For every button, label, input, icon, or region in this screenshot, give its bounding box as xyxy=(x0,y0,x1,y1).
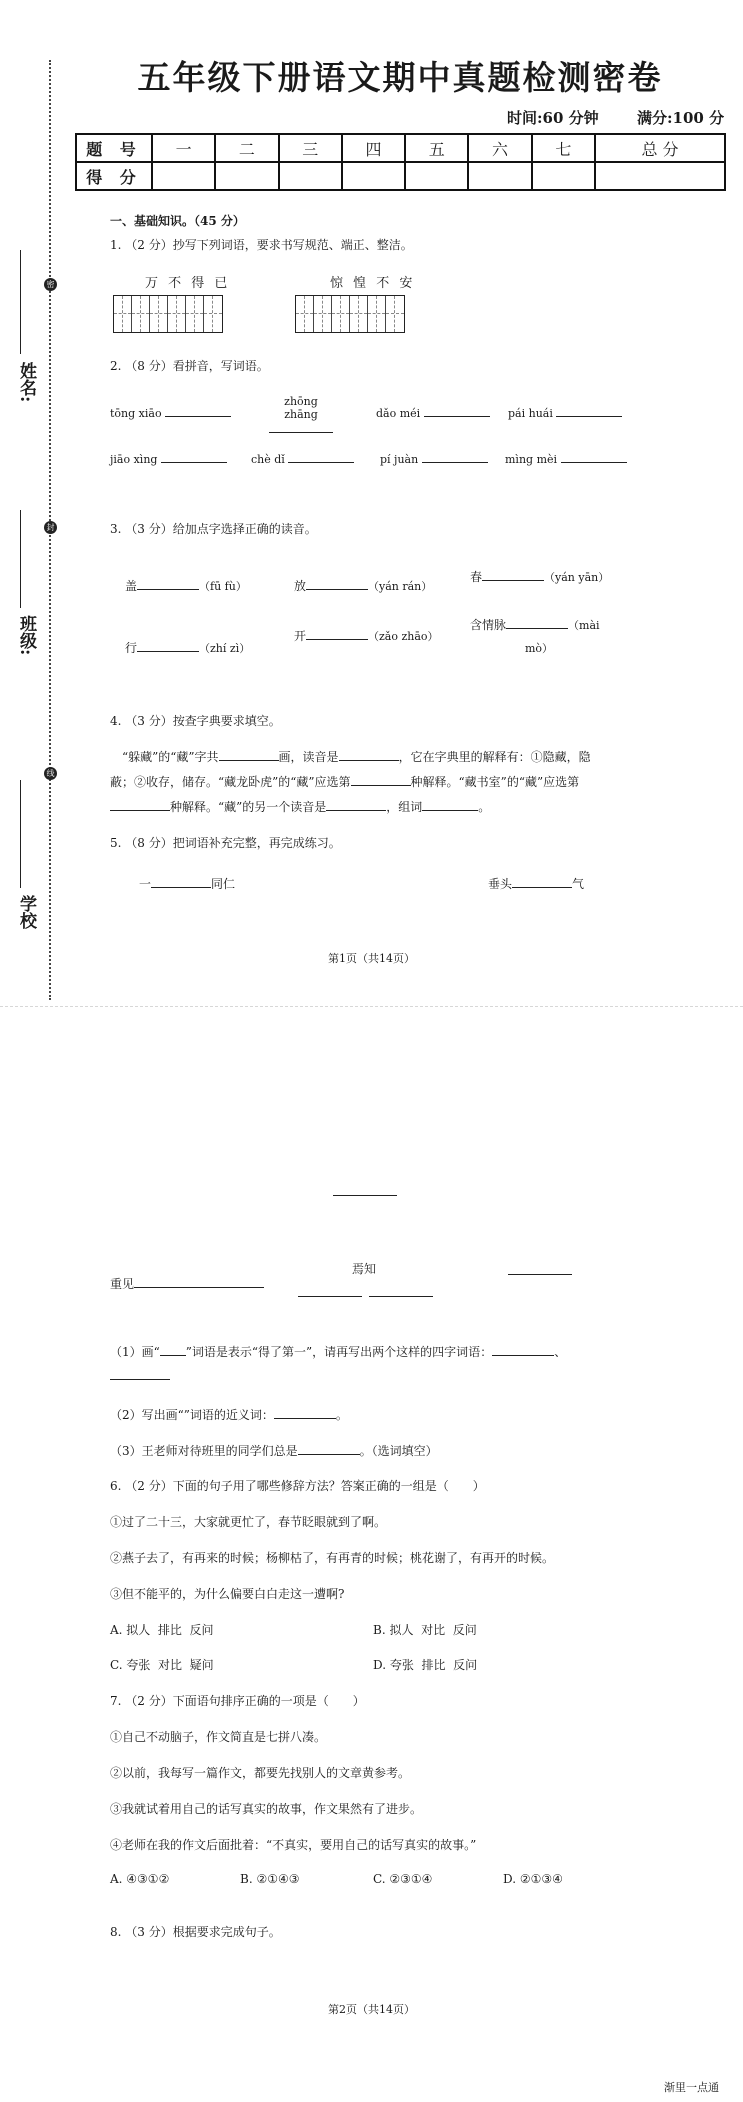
answer-blank[interactable] xyxy=(298,1443,360,1455)
answer-blank[interactable] xyxy=(219,749,279,761)
score-table-header-cell: 总 分 xyxy=(595,134,725,162)
score-cell[interactable] xyxy=(279,162,342,190)
q1-writing-grid-2[interactable] xyxy=(295,295,405,333)
score-row-label: 得 分 xyxy=(76,162,152,190)
q6-option-a[interactable]: A. 拟人 排比 反问 xyxy=(110,1623,214,1637)
answer-blank[interactable] xyxy=(556,405,622,417)
q2-pinyin-item xyxy=(505,451,627,466)
q3-item-continuation: mò） xyxy=(525,642,554,655)
q8-text: 8. （3 分）根据要求完成句子。 xyxy=(110,1925,281,1939)
q3-item: 含情脉 （mài xyxy=(470,618,600,632)
pinyin: pái huái xyxy=(508,407,553,420)
pinyin: chè dǐ xyxy=(251,453,285,466)
exam-title: 五年级下册语文期中真题检测密卷 xyxy=(137,58,663,97)
score-table-header-cell: 七 xyxy=(532,134,595,162)
q1-text: 1. （2 分）抄写下列词语，要求书写规范、端正、整洁。 xyxy=(110,238,413,252)
pinyin: pí juàn xyxy=(380,453,419,466)
page-2-footer: 第2页（共14页） xyxy=(328,2003,415,2016)
answer-blank[interactable] xyxy=(137,640,199,652)
q3-item: 放 （yán rán） xyxy=(294,579,433,593)
q2-pinyin-item xyxy=(266,395,336,436)
exam-page-1 xyxy=(0,0,743,1008)
score-table-header-cell: 六 xyxy=(468,134,531,162)
q7-sentence-2: ②以前，我每写一篇作文，都要先找别人的文章黄参考。 xyxy=(110,1766,411,1780)
answer-blank[interactable] xyxy=(165,405,231,417)
q3-item: 春 （yán yān） xyxy=(470,570,610,584)
q2-pinyin-item xyxy=(251,451,354,466)
q1-writing-grid-1[interactable] xyxy=(113,295,223,333)
name-blank-line xyxy=(20,250,21,354)
q1-word-1: 万 不 得 已 xyxy=(145,276,231,291)
q7-text: 7. （2 分）下面语句排序正确的一项是（ ） xyxy=(110,1694,365,1708)
answer-blank[interactable] xyxy=(508,1274,572,1275)
score-cell[interactable] xyxy=(342,162,405,190)
q5-sub-1: （1）画“ ”词语是表示“得了第一”，请再写出两个这样的四字词语： 、 xyxy=(110,1345,567,1359)
score-cell[interactable] xyxy=(532,162,595,190)
margin-school-label: 学校 xyxy=(16,895,36,929)
answer-blank[interactable] xyxy=(369,1296,433,1297)
answer-blank[interactable] xyxy=(333,1195,397,1196)
q4-paragraph-line-2: 蔽；②收存，储存。“藏龙卧虎”的“藏”应选第 种解释。“藏书室”的“藏”应选第 xyxy=(110,775,580,789)
q6-sentence-2: ②燕子去了，有再来的时候；杨柳枯了，有再青的时候；桃花谢了，有再开的时候。 xyxy=(110,1551,555,1565)
q3-item: 盖 （fū fù） xyxy=(125,579,247,593)
answer-blank[interactable] xyxy=(151,876,211,888)
seal-mi-icon: 密 xyxy=(44,278,57,291)
answer-blank[interactable] xyxy=(422,451,488,463)
q5-idiom-right: 垂头 气 xyxy=(488,877,585,891)
answer-blank[interactable] xyxy=(492,1344,554,1356)
score-cell[interactable] xyxy=(215,162,278,190)
school-blank-line xyxy=(20,780,21,888)
answer-blank[interactable] xyxy=(288,451,354,463)
pinyin: mìng mèi xyxy=(505,453,558,466)
q3-item: 开 （zǎo zhāo） xyxy=(294,629,439,643)
margin-name-label: 姓名: xyxy=(16,362,36,403)
answer-blank[interactable] xyxy=(274,1407,336,1419)
pinyin: tōng xiāo xyxy=(110,407,162,420)
q6-sentence-3: ③但不能平的，为什么偏要白白走这一遭啊? xyxy=(110,1587,345,1601)
q5-chong-jian: 重见 xyxy=(110,1275,264,1292)
score-cell[interactable] xyxy=(152,162,215,190)
q7-option-c[interactable]: C. ②③①④ xyxy=(373,1872,433,1886)
pinyin: zhōng zhāng xyxy=(284,395,318,421)
q6-option-b[interactable]: B. 拟人 对比 反问 xyxy=(373,1623,477,1637)
answer-blank[interactable] xyxy=(482,569,544,581)
q7-sentence-4: ④老师在我的作文后面批着：“不真实，要用自己的话写真实的故事。” xyxy=(110,1838,477,1852)
answer-blank[interactable] xyxy=(561,451,627,463)
answer-blank[interactable] xyxy=(351,774,411,786)
score-cell[interactable] xyxy=(595,162,725,190)
q5-idiom-left: 一 同仁 xyxy=(139,877,236,891)
exam-full-score: 满分:100 分 xyxy=(637,109,725,127)
exam-time: 时间:60 分钟 xyxy=(507,109,599,127)
answer-blank[interactable] xyxy=(306,578,368,590)
q3-text: 3. （3 分）给加点字选择正确的读音。 xyxy=(110,522,317,536)
score-table-header-row xyxy=(76,134,725,162)
q7-sentence-1: ①自己不动脑子，作文简直是七拼八凑。 xyxy=(110,1730,327,1744)
answer-blank[interactable] xyxy=(339,749,399,761)
q4-paragraph-line-1: “躲藏”的“藏”字共 画，读音是 ，它在字典里的解释有：①隐藏，隐 xyxy=(122,750,591,764)
score-table-header-cell: 二 xyxy=(215,134,278,162)
q4-paragraph-line-3: 种解释。“藏”的另一个读音是 ，组词 。 xyxy=(110,798,640,815)
exam-page-2 xyxy=(0,1010,743,2102)
score-table-header-cell: 题 号 xyxy=(76,134,152,162)
q7-sentence-3: ③我就试着用自己的话写真实的故事，作文果然有了进步。 xyxy=(110,1802,423,1816)
section-1-heading: 一、基础知识。（45 分） xyxy=(110,214,245,228)
answer-blank[interactable] xyxy=(137,578,199,590)
q7-option-d[interactable]: D. ②①③④ xyxy=(503,1872,563,1886)
q7-option-a[interactable]: A. ④③①② xyxy=(110,1872,170,1886)
answer-blank[interactable] xyxy=(110,799,170,811)
corner-watermark-text: 渐里一点通 xyxy=(664,2081,719,2094)
answer-blank[interactable] xyxy=(161,451,227,463)
answer-blank[interactable] xyxy=(422,799,478,811)
score-table-header-cell: 一 xyxy=(152,134,215,162)
q3-item: 行 （zhí zì） xyxy=(125,641,251,655)
q4-text: 4. （3 分）按查字典要求填空。 xyxy=(110,714,281,728)
pinyin: jiāo xìng xyxy=(110,453,158,466)
q2-text: 2. （8 分）看拼音，写词语。 xyxy=(110,359,269,373)
answer-blank[interactable] xyxy=(298,1296,362,1297)
answer-blank[interactable] xyxy=(326,799,386,811)
pinyin: dǎo méi xyxy=(376,407,421,420)
q6-sentence-1: ①过了二十三，大家就更忙了，春节眨眼就到了啊。 xyxy=(110,1515,387,1529)
score-table-header-cell: 五 xyxy=(405,134,468,162)
q5-sub-3: （3）王老师对待班里的同学们总是 。（选词填空） xyxy=(110,1444,438,1458)
q6-option-c[interactable]: C. 夸张 对比 疑问 xyxy=(110,1658,214,1672)
answer-blank[interactable] xyxy=(269,421,333,433)
q2-pinyin-item xyxy=(110,405,231,420)
answer-blank[interactable] xyxy=(110,1379,170,1380)
score-cell[interactable] xyxy=(405,162,468,190)
score-table-score-row xyxy=(76,162,725,190)
score-table xyxy=(75,133,726,191)
q2-pinyin-item xyxy=(376,405,490,420)
q2-pinyin-item xyxy=(380,451,488,466)
seal-feng-icon: 封 xyxy=(44,521,57,534)
q5-yan-zhi: 焉知 xyxy=(352,1262,377,1276)
q5-sub-2: （2）写出画“”词语的近义词： 。 xyxy=(110,1408,348,1422)
answer-blank[interactable] xyxy=(512,876,572,888)
answer-blank[interactable] xyxy=(506,617,568,629)
q1-word-2: 惊 惶 不 安 xyxy=(330,276,416,291)
score-table-header-cell: 四 xyxy=(342,134,405,162)
q2-pinyin-item xyxy=(508,405,622,420)
seal-xian-icon: 线 xyxy=(44,767,57,780)
margin-class-label: 班级: xyxy=(16,615,36,656)
q6-option-d[interactable]: D. 夸张 排比 反问 xyxy=(373,1658,478,1672)
page-1-footer: 第1页（共14页） xyxy=(328,952,415,965)
page-separator xyxy=(0,1006,743,1007)
q6-text: 6. （2 分）下面的句子用了哪些修辞方法？答案正确的一组是（ ） xyxy=(110,1479,485,1493)
score-table-header-cell: 三 xyxy=(279,134,342,162)
q7-option-b[interactable]: B. ②①④③ xyxy=(240,1872,300,1886)
underline-marker xyxy=(160,1344,186,1356)
q5-text: 5. （8 分）把词语补充完整，再完成练习。 xyxy=(110,836,341,850)
class-blank-line xyxy=(20,510,21,608)
q2-pinyin-item xyxy=(110,451,227,466)
answer-blank[interactable] xyxy=(134,1276,264,1288)
score-cell[interactable] xyxy=(468,162,531,190)
answer-blank[interactable] xyxy=(306,628,368,640)
answer-blank[interactable] xyxy=(424,405,490,417)
